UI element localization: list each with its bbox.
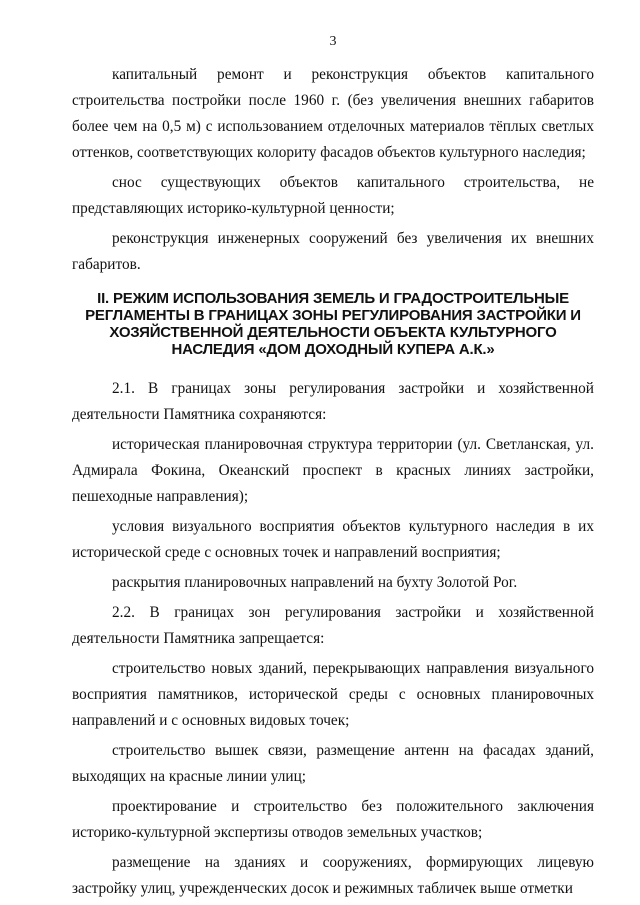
section-2-2-item: размещение на зданиях и сооружениях, формирующих лицевую застройку улиц, учрежденческих досок и режимных табличек выше отметки xyxy=(72,854,594,897)
page-number: 3 xyxy=(329,34,337,49)
section-2-2-item: проектирование и строительство без положительного заключения историко-культурной экспертизы отводов земельных участков; xyxy=(72,798,594,841)
section-2-2-item: строительство новых зданий, перекрывающих направления визуального восприятия памятников, исторической среды с основных планировочных направлений и с основных видовых точек; xyxy=(72,660,594,729)
section-2-2-item: строительство вышек связи, размещение антенн на фасадах зданий, выходящих на красные линии улиц; xyxy=(72,742,594,785)
section-2-1-item: условия визуального восприятия объектов культурного наследия в их исторической среде с основных точек и направлений восприятия; xyxy=(72,518,594,561)
paragraph-demolition: снос существующих объектов капитального строительства, не представляющих историко-культурной ценности; xyxy=(72,174,594,217)
paragraph-capital-repair: капитальный ремонт и реконструкция объектов капитального строительства постройки после 1960 г. (без увеличения внешних габаритов более чем на 0,5 м) с использованием отделочных материалов тёплых светлых оттенков, соответствующих колориту фасадов объектов культурного наследия; xyxy=(72,66,594,161)
paragraph-engineering-reconstruction: реконструкция инженерных сооружений без увеличения их внешних габаритов. xyxy=(72,230,594,273)
section-2-1-item: раскрытия планировочных направлений на бухту Золотой Рог. xyxy=(112,574,518,591)
section-2-1-item: историческая планировочная структура территории (ул. Светланская, ул. Адмирала Фокина, Океанский проспект в красных линиях застройки, пешеходные направления); xyxy=(72,436,594,505)
section-heading: II. РЕЖИМ ИСПОЛЬЗОВАНИЯ ЗЕМЕЛЬ И ГРАДОСТРОИТЕЛЬНЫЕ РЕГЛАМЕНТЫ В ГРАНИЦАХ ЗОНЫ РЕГУЛИРОВАНИЯ ЗАСТРОЙКИ И ХОЗЯЙСТВЕННОЙ ДЕЯТЕЛЬНОСТИ ОБЪЕКТА КУЛЬТУРНОГО НАСЛЕДИЯ «ДОМ ДОХОДНЫЙ КУПЕРА А.К.» xyxy=(85,290,581,358)
section-2-2-intro: 2.2. В границах зон регулирования застройки и хозяйственной деятельности Памятника запрещается: xyxy=(72,604,594,647)
section-2-1-intro: 2.1. В границах зоны регулирования застройки и хозяйственной деятельности Памятника сохраняются: xyxy=(72,380,594,423)
